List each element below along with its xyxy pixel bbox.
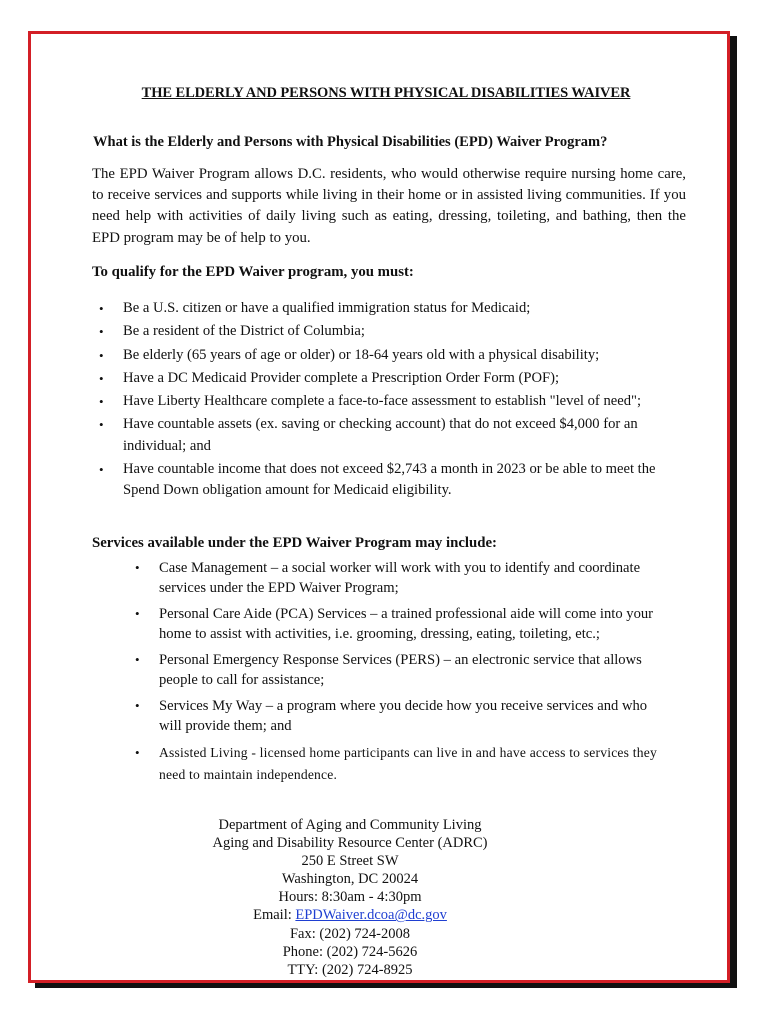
page-title: THE ELDERLY AND PERSONS WITH PHYSICAL DISABILITIES WAIVER — [141, 85, 631, 101]
contact-street: 250 E Street SW — [301, 853, 399, 870]
email-link[interactable]: EPDWaiver.dcoa@dc.gov — [295, 907, 447, 924]
requirement-item: • Be a resident of the District of Columbia; — [92, 321, 692, 342]
services-heading: Services available under the EPD Waiver Program may include: — [92, 535, 497, 551]
contact-hours: Hours: 8:30am - 4:30pm — [278, 889, 422, 906]
requirement-item: • Have Liberty Healthcare complete a face-to-face assessment to establish "level of need"; — [92, 391, 692, 412]
requirement-item: • Have countable assets (ex. saving or checking account) that do not exceed $4,000 for an individual; and — [92, 414, 692, 457]
question-heading: What is the Elderly and Persons with Physical Disabilities (EPD) Waiver Program? — [93, 134, 608, 150]
contact-department: Department of Aging and Community Living — [218, 817, 482, 833]
requirement-item: • Have a DC Medicaid Provider complete a Prescription Order Form (POF); — [92, 368, 692, 389]
requirements-list — [92, 298, 692, 504]
service-item: • Services My Way – a program where you decide how you receive services and who will provide them; and — [130, 696, 670, 736]
contact-phone: Phone: (202) 724-5626 — [282, 943, 418, 960]
services-list — [130, 558, 670, 792]
contact-tty: TTY: (202) 724-8925 — [287, 961, 413, 978]
service-item: • Case Management – a social worker will work with you to identify and coordinate services under the EPD Waiver Program; — [130, 558, 670, 598]
contact-email-line — [0, 906, 700, 924]
qualify-heading: To qualify for the EPD Waiver program, you must: — [92, 264, 414, 280]
contact-center: Aging and Disability Resource Center (ADRC) — [212, 835, 488, 852]
service-item: • Assisted Living - licensed home participants can live in and have access to services they need to maintain independence. — [130, 742, 670, 786]
contact-city: Washington, DC 20024 — [281, 871, 419, 888]
requirement-item: • Have countable income that does not exceed $2,743 a month in 2023 or be able to meet the Spend Down obligation amount for Medicaid eligibility. — [92, 459, 692, 502]
intro-paragraph: The EPD Waiver Program allows D.C. residents, who would otherwise require nursing home care, to receive services and supports while living in their home or in assisted living communities. If you need help with activities of daily living such as eating, dressing, toileting, and bathing, then the EPD program may be of help to you. — [92, 166, 686, 246]
contact-block — [0, 816, 700, 979]
contact-email-label: Email: — [253, 907, 296, 924]
requirement-item: • Be a U.S. citizen or have a qualified immigration status for Medicaid; — [92, 298, 692, 319]
contact-fax: Fax: (202) 724-2008 — [289, 925, 410, 942]
requirement-item: • Be elderly (65 years of age or older) or 18-64 years old with a physical disability; — [92, 345, 692, 366]
service-item: • Personal Emergency Response Services (PERS) – an electronic service that allows people to call for assistance; — [130, 650, 670, 690]
service-item: • Personal Care Aide (PCA) Services – a trained professional aide will come into your home to assist with activities, i.e. grooming, dressing, eating, toileting, etc.; — [130, 604, 670, 644]
